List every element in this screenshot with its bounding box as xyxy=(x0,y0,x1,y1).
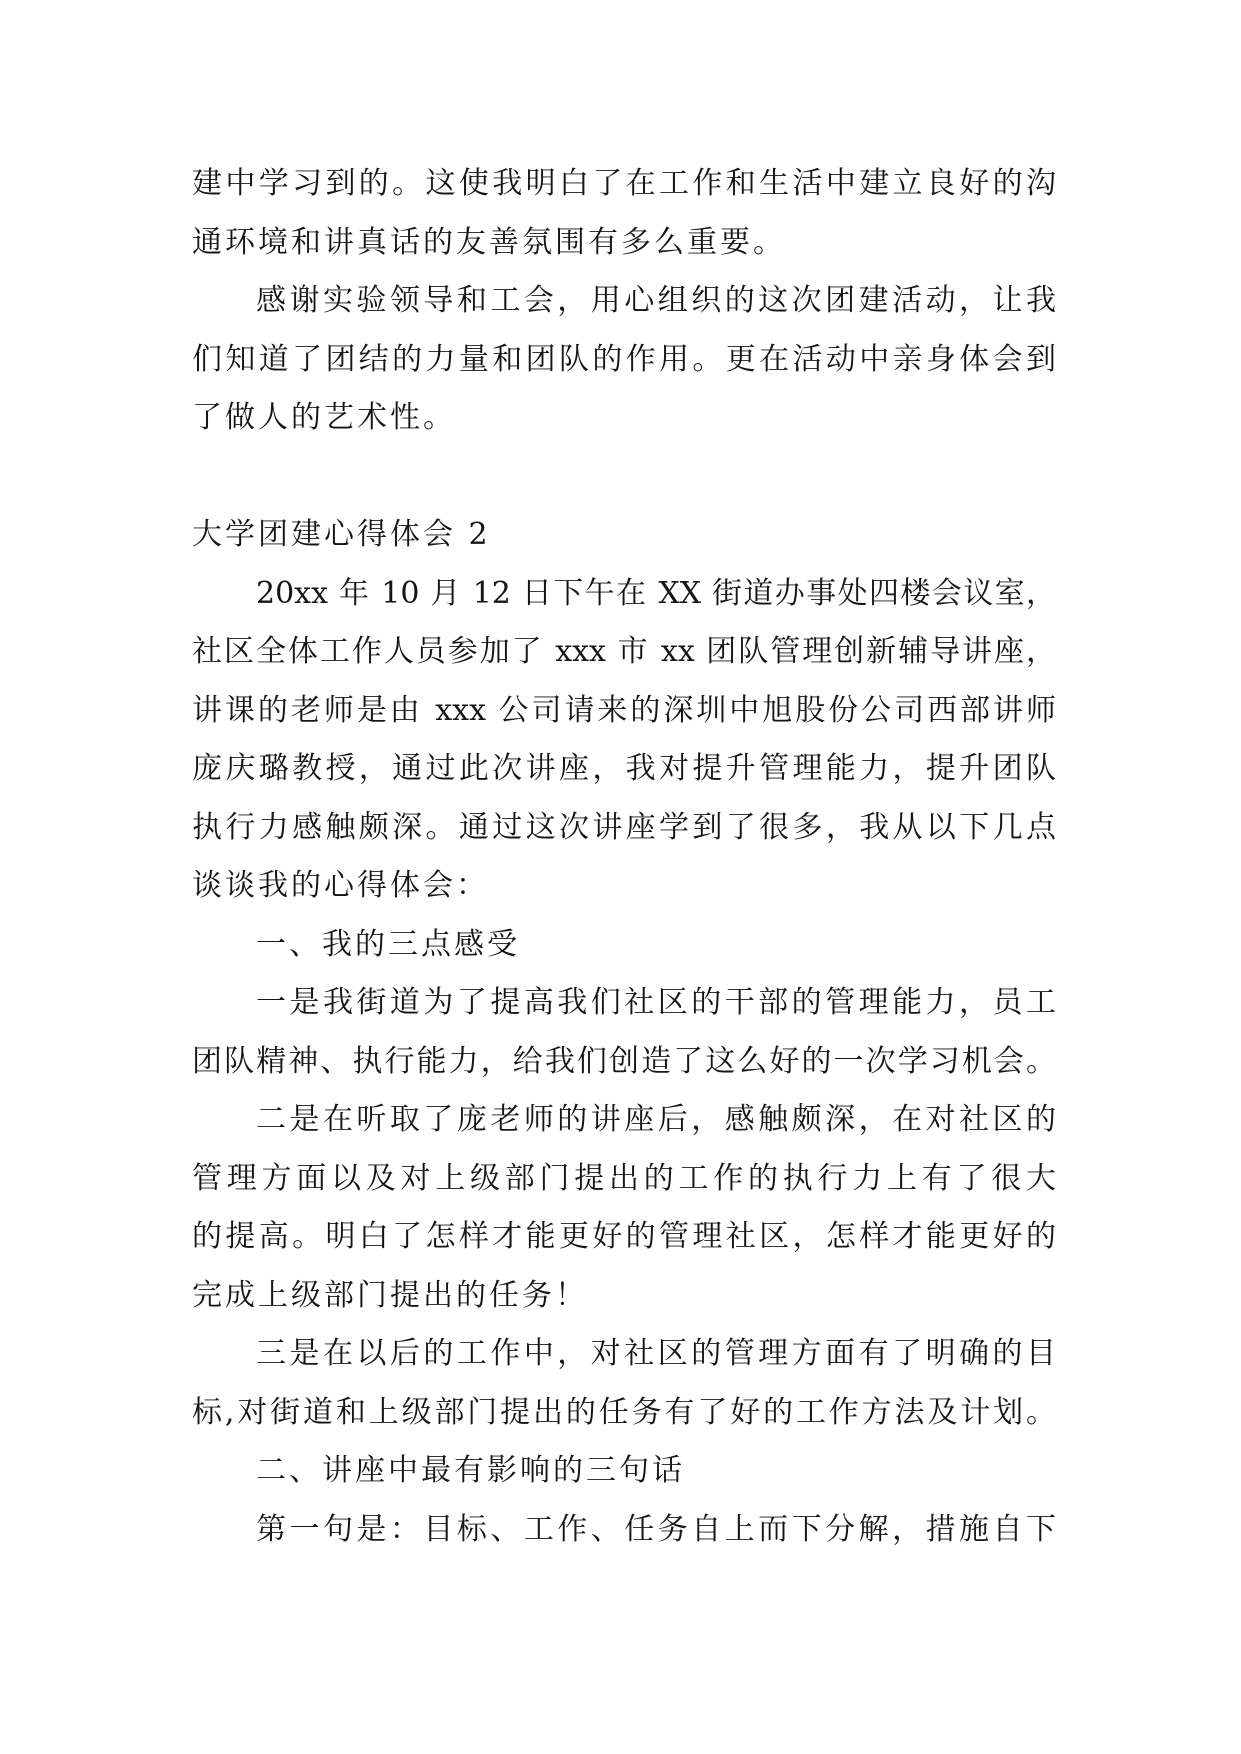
text-paragraph xyxy=(192,1501,1056,1560)
text-line: 们知道了团结的力量和团队的作用。更在活动中亲身体会到 xyxy=(192,341,1056,377)
text-line: 了做人的艺术性。 xyxy=(192,400,456,435)
text-line: 第一句是：目标、工作、任务自上而下分解，措施自下 xyxy=(256,1511,1056,1547)
text-line: 三是在以后的工作中，对社区的管理方面有了明确的目 xyxy=(256,1336,1056,1371)
text-paragraph xyxy=(192,916,1056,975)
text-line: 一是我街道为了提高我们社区的干部的管理能力，员工 xyxy=(256,985,1056,1020)
text-line: 建中学习到的。这使我明白了在工作和生活中建立良好的沟 xyxy=(192,166,1056,201)
document-body xyxy=(192,155,1056,1559)
text-line: 通环境和讲真话的友善氛围有多么重要。 xyxy=(192,224,786,260)
text-paragraph xyxy=(192,565,1056,916)
text-paragraph xyxy=(192,974,1056,1091)
text-line: 社区全体工作人员参加了 xxx 市 xx 团队管理创新辅导讲座， xyxy=(192,634,1056,669)
text-paragraph xyxy=(192,1091,1056,1325)
text-line: 执行力感触颇深。通过这次讲座学到了很多，我从以下几点 xyxy=(192,809,1056,845)
text-line: 感谢实验领导和工会，用心组织的这次团建活动，让我 xyxy=(256,283,1056,318)
text-paragraph xyxy=(192,272,1056,448)
section-heading: 大学团建心得体会 2 xyxy=(192,517,491,552)
text-paragraph xyxy=(192,1325,1056,1442)
text-line: 谈谈我的心得体会： xyxy=(192,868,489,903)
text-line: 标,对街道和上级部门提出的任务有了好的工作方法及计划。 xyxy=(192,1394,1056,1430)
text-line: 庞庆璐教授，通过此次讲座，我对提升管理能力，提升团队 xyxy=(192,751,1056,786)
text-line: 完成上级部门提出的任务！ xyxy=(192,1277,588,1313)
subsection-heading: 一、我的三点感受 xyxy=(256,926,520,962)
text-line: 团队精神、执行能力，给我们创造了这么好的一次学习机会。 xyxy=(192,1043,1056,1079)
text-line: 管理方面以及对上级部门提出的工作的执行力上有了很大 xyxy=(192,1160,1056,1196)
text-paragraph xyxy=(192,155,1056,272)
text-line: 二是在听取了庞老师的讲座后，感触颇深，在对社区的 xyxy=(256,1102,1056,1137)
text-line: 20xx 年 10 月 12 日下午在 XX 街道办事处四楼会议室， xyxy=(256,575,1056,611)
subsection-heading: 二、讲座中最有影响的三句话 xyxy=(256,1453,685,1488)
text-line: 的提高。明白了怎样才能更好的管理社区，怎样才能更好的 xyxy=(192,1219,1056,1254)
text-paragraph xyxy=(192,1442,1056,1501)
text-line: 讲课的老师是由 xxx 公司请来的深圳中旭股份公司西部讲师 xyxy=(192,692,1056,728)
